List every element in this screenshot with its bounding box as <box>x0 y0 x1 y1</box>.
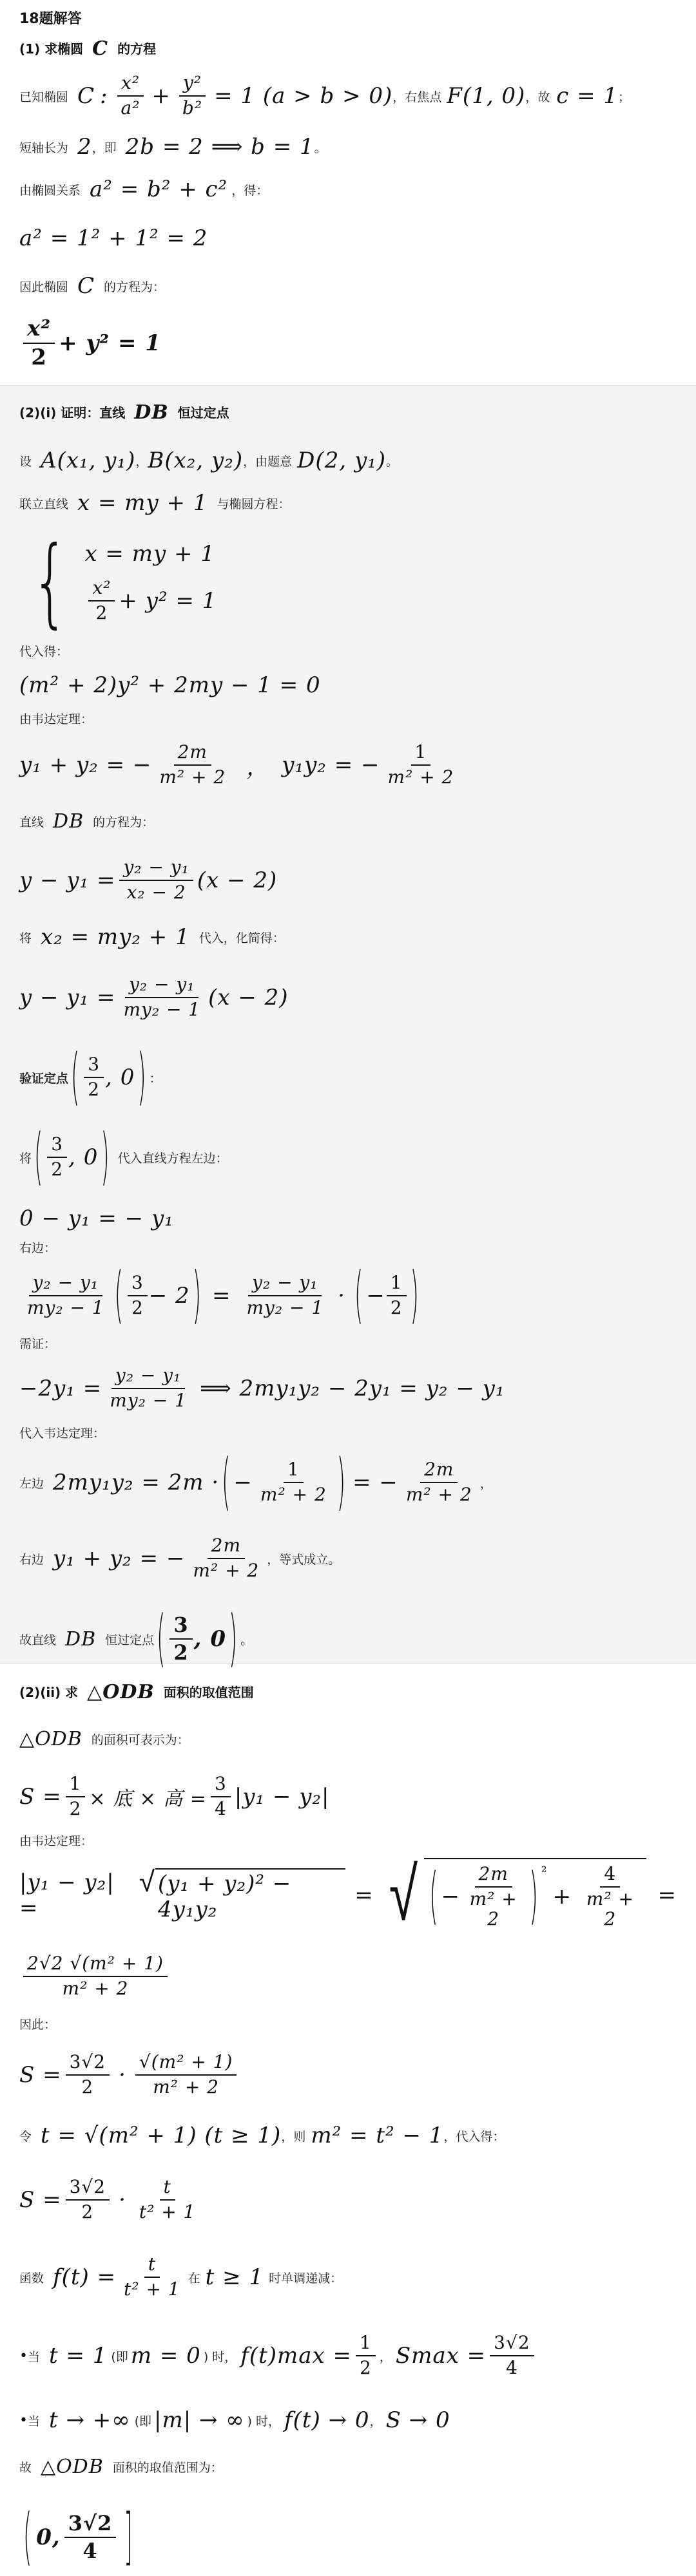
right-vieta-eq: y₁ + y₂ = − <box>53 1546 186 1571</box>
part2-conclusion-end: 。 <box>240 1633 253 1647</box>
bullet-limit-f: f(t) → 0 <box>284 2407 370 2433</box>
part3-conclusion-text: 故 <box>19 2460 32 2475</box>
rhs-minus2: − 2 <box>148 1283 190 1309</box>
left-vieta-end: ， <box>479 1476 492 1491</box>
rhs-eq: = <box>211 1283 231 1309</box>
bullet-max-text-c: ) 时， <box>203 2349 237 2364</box>
bullet-max-t: t = 1 <box>49 2343 108 2369</box>
part2-s8-text: 将 <box>19 1151 32 1166</box>
diff-result <box>19 1946 677 2007</box>
point-B: B(x₂, y₂) <box>148 448 244 473</box>
part2-s7: 验证定点 ( $\frac{3}{2}$ , 0 ) ： <box>19 1041 162 1113</box>
part1-line2 <box>19 128 677 166</box>
line-DB-slope: $\frac{\text{y₂ − y₁}}{\text{x₂ − 2}}$ <box>119 858 193 903</box>
part1-l1-text-b: ，右焦点 <box>392 90 442 104</box>
S-t-lhs: S = <box>19 2187 62 2213</box>
left-side-line <box>19 1202 677 1235</box>
part3-conclusion-text-b: 面积的取值范围为： <box>112 2460 223 2475</box>
part2-heading-DB: DB <box>134 401 169 424</box>
point-A: A(x₁, y₁) <box>41 448 136 473</box>
part2-s5-text-b: 的方程为： <box>93 815 155 829</box>
diff-sqrt: √ (y₁ + y₂)² − 4y₁y₂ <box>139 1868 345 1922</box>
part1-heading <box>19 36 677 62</box>
need-prove-fraction: $\frac{\text{y₂ − y₁}}{\text{my₂ − 1}}$ <box>110 1365 187 1411</box>
part2-s5-DB: DB <box>53 810 84 833</box>
part2-s6 <box>19 922 677 952</box>
S-formula-fraction: $\frac{\text{√(m² + 1)}}{\text{m² + 2}}$ <box>135 2052 237 2098</box>
part2-s7-colon: ： <box>149 1071 162 1086</box>
part1-result <box>19 314 677 372</box>
part2-s6-text-b: 代入，化简得： <box>198 931 285 945</box>
part1-line5 <box>19 268 677 304</box>
part1-l1-text-d: ； <box>618 90 631 104</box>
part2-s10-text: 需证： <box>19 1337 57 1351</box>
rhs-three-half: $\frac{3}{2}$ <box>128 1273 148 1318</box>
part1-heading-text: (1) 求椭圆 <box>19 41 84 57</box>
substitution-m: m² = t² − 1 <box>311 2123 444 2148</box>
diff-eq: = <box>354 1882 374 1908</box>
part1-l2-text-b: ，即 <box>92 140 117 155</box>
area-formula <box>19 1766 677 1828</box>
final-open-paren: ( <box>23 2501 33 2573</box>
bullet-limit-S: S → 0 <box>385 2407 450 2433</box>
substitution-t: t = √(m² + 1) (t ≥ 1) <box>41 2123 282 2148</box>
part3-t1-text: 的面积可表示为： <box>91 1732 189 1747</box>
part1-l4-eq: a² = 1² + 1² = 2 <box>19 225 208 251</box>
x2-substitution: x₂ = my₂ + 1 <box>41 924 190 950</box>
bullet-max-sep: ， <box>379 2349 392 2364</box>
part3-t1-triangle: △ODB <box>19 1727 82 1750</box>
part1-l1-text-c: ，故 <box>525 90 550 104</box>
part2-conclusion: 故直线 DB 恒过定点 ( $\frac{3}{2}$ , 0 ) 。 <box>19 1603 253 1675</box>
part3-heading <box>19 1664 677 1710</box>
substitution-text-c: ，代入得： <box>443 2129 505 2144</box>
S-formula-coef: $\frac{3√2}{2}$ <box>66 2052 110 2098</box>
substitution-text-b: ，则 <box>281 2129 306 2144</box>
rhs-dot: · <box>338 1283 345 1309</box>
part3-t3-text: 由韦达定理： <box>19 1834 93 1848</box>
bullet-limit-t: t → +∞ <box>49 2407 131 2433</box>
part2-s11-text: 代入韦达定理： <box>19 1426 106 1441</box>
bullet-icon: • <box>19 2412 28 2429</box>
bullet-limit-text-c: ) 时， <box>247 2414 281 2429</box>
bullet-limit <box>19 2401 677 2439</box>
area-three-quarter: $\frac{3}{4}$ <box>211 1774 231 1819</box>
final-range <box>19 2499 677 2576</box>
part1-l1-colon: : <box>100 83 108 109</box>
bullet-max-text-b: (即 <box>111 2349 128 2364</box>
function-cond: t ≥ 1 <box>205 2264 264 2290</box>
part1-heading-text-b: 的方程 <box>117 41 157 57</box>
part2-s2-text: 联立直线 <box>19 497 69 511</box>
bullet-max-S: Smax = <box>395 2343 487 2369</box>
final-upper-fraction: $\frac{3√2}{4}$ <box>64 2512 117 2562</box>
rhs-neg-half: $\frac{1}{2}$ <box>387 1273 407 1318</box>
part1-l2-n: 2 <box>77 134 92 160</box>
function-text-c: 时单调递减： <box>269 2271 343 2286</box>
vieta-product-fraction: $\frac{1}{\text{m² + 2}}$ <box>387 741 454 788</box>
part2-s4-text: 由韦达定理： <box>19 712 93 726</box>
part2-s2 <box>19 485 677 521</box>
bullet-max-m: m = 0 <box>130 2343 201 2369</box>
right-vieta-label: 右边 <box>19 1552 44 1567</box>
diff-big-sqrt: √ ( − $\frac{2m}{\text{m² + 2}}$ ) ² + $\frac{4}{\text{m² + 2}}$ <box>383 1858 646 1933</box>
fixed-point-y: , 0 <box>105 1065 135 1090</box>
part2-conclusion-DB: DB <box>65 1627 97 1651</box>
part2-s1-text: 设 <box>19 454 32 469</box>
part2-s1-text-c: 。 <box>386 454 399 469</box>
point-D: D(2, y₁) <box>297 448 387 473</box>
part2-s6-text: 将 <box>19 931 32 945</box>
rhs-fraction-b: $\frac{\text{y₂ − y₁}}{\text{my₂ − 1}}$ <box>246 1272 324 1318</box>
part1-l3-text: 由椭圆关系 <box>19 183 81 198</box>
page-title: 18题解答 <box>19 11 82 27</box>
final-zero: 0, <box>36 2524 61 2550</box>
part1-l1-text: 已知椭圆 <box>19 90 69 104</box>
part1-l5-C: C <box>77 273 95 299</box>
need-prove-lhs: −2y₁ = <box>19 1376 102 1401</box>
part2-heading-text-b: 恒过定点 <box>177 405 229 421</box>
ellipse-y-fraction: $\frac{\text{y²}}{\text{b²}}$ <box>179 73 206 118</box>
part3-heading-text-b: 面积的取值范围 <box>163 1685 254 1700</box>
part1-line4 <box>19 220 677 256</box>
part1-l5-text-b: 的方程为： <box>104 279 166 294</box>
left-vieta-eq: 2my₁y₂ = 2m · <box>53 1470 220 1495</box>
S-formula <box>19 2043 677 2107</box>
part2-s1 <box>19 441 677 480</box>
right-side-line: $\frac{\text{y₂ − y₁}}{\text{my₂ − 1}}$ ( $\frac{3}{2}$ − 2 ) = $\frac{\text{y₂ − y₁}}{\text{my₂ − 1}}$ · ( − $\frac{1}{2}$ ) <box>19 1262 677 1329</box>
diff-line <box>19 1852 677 1938</box>
part1-l3-text-b: ，得： <box>231 183 269 198</box>
part2-s9-text: 右边： <box>19 1241 57 1255</box>
S-t-formula <box>19 2168 677 2232</box>
line-DB-lhs: y − y₁ = <box>19 867 116 893</box>
part1-l2-text: 短轴长为 <box>19 140 69 155</box>
part2-s8: 将 ( $\frac{3}{2}$ , 0 ) 代入直线方程左边： <box>19 1121 228 1193</box>
line-DB-equation <box>19 849 677 911</box>
part2-heading <box>19 386 677 431</box>
function-text: 函数 <box>19 2271 44 2286</box>
brace-icon: { <box>32 526 69 638</box>
left-vieta-eq2: = − <box>353 1470 398 1495</box>
part1-line1: 已知椭圆 C : $\frac{\text{x²}}{\text{a²}}$ + $\frac{\text{y²}}{\text{b²}}$ = 1 (a > b > 0) ，右焦点 F(1, 0) ，故 c = 1 ； <box>19 72 631 118</box>
part2-s5 <box>19 806 677 837</box>
system-row1: x = my + 1 <box>84 541 215 567</box>
area-S: S = <box>19 1784 62 1810</box>
line-equation: x = my + 1 <box>77 490 208 516</box>
focus-point: F(1, 0) <box>447 83 526 109</box>
vieta-line <box>19 736 677 794</box>
bullet-limit-sep: ， <box>369 2414 382 2429</box>
part1-l1-C: C <box>77 83 95 109</box>
part2-s5-text: 直线 <box>19 815 44 829</box>
part3-conclusion <box>19 2450 677 2483</box>
S-t-dot: · <box>119 2187 126 2213</box>
vieta-sum-fraction: $\frac{2m}{\text{m² + 2}}$ <box>159 741 226 788</box>
need-prove-line <box>19 1358 677 1419</box>
vieta-product-lhs: y₁y₂ = − <box>282 752 380 778</box>
diff-lhs: |y₁ − y₂| = <box>19 1870 115 1921</box>
bullet-limit-text-b: (即 <box>134 2414 151 2429</box>
need-prove-rhs: ⟹ 2my₁y₂ − 2y₁ = y₂ − y₁ <box>199 1376 505 1401</box>
line-DB-tail: (x − 2) <box>197 867 278 893</box>
vieta-sep: ， <box>246 754 269 781</box>
fixed-point-result-fraction: $\frac{3}{2}$ <box>169 1614 192 1664</box>
quadratic-equation: (m² + 2)y² + 2my − 1 = 0 <box>19 672 321 698</box>
diff-end-eq: = <box>657 1882 677 1908</box>
function-text-b: 在 <box>188 2271 200 2286</box>
part1-l2-text-c: 。 <box>314 140 327 155</box>
function-lhs: f(t) = <box>53 2264 117 2290</box>
substitution-line <box>19 2117 677 2154</box>
result-fraction: $\frac{\text{x²}}{2}$ <box>23 317 55 370</box>
part2-s3-line <box>19 667 677 703</box>
bullet-max <box>19 2325 677 2387</box>
left-vieta-line: 左边 2my₁y₂ = 2m · ( − $\frac{1}{\text{m² + 2}}$ ) = − $\frac{2m}{\text{m² + 2}}$ ， <box>19 1446 492 1519</box>
function-line <box>19 2246 677 2308</box>
line-DB-simplified <box>19 967 677 1028</box>
right-vieta-fraction: $\frac{2m}{\text{m² + 2}}$ <box>193 1535 260 1581</box>
part1-l3-eq: a² = b² + c² <box>90 176 228 202</box>
c-value: c = 1 <box>556 83 619 109</box>
ellipse-x-fraction: $\frac{\text{x²}}{\text{a²}}$ <box>117 73 144 118</box>
bullet-limit-m: |m| → ∞ <box>154 2407 245 2433</box>
rhs-fraction-a: $\frac{\text{y₂ − y₁}}{\text{my₂ − 1}}$ <box>27 1272 104 1318</box>
bullet-max-f: f(t)max = <box>240 2343 353 2369</box>
line-DB-simplified-slope: $\frac{\text{y₂ − y₁}}{\text{my₂ − 1}}$ <box>123 974 201 1020</box>
S-formula-lhs: S = <box>19 2062 62 2088</box>
part2-s3-text: 代入得： <box>19 645 69 659</box>
line-DB-simplified-tail: (x − 2) <box>208 985 289 1010</box>
fixed-point-x-fraction: $\frac{3}{2}$ <box>84 1055 104 1100</box>
part1-l5-text: 因此椭圆 <box>19 279 69 294</box>
part1-line3 <box>19 170 677 209</box>
part2-s1-text-b: ，由题意 <box>243 454 293 469</box>
part2-s1-sep: ， <box>135 454 148 469</box>
part2-s8-fraction: $\frac{3}{2}$ <box>47 1135 67 1180</box>
bullet-icon: • <box>19 2347 28 2364</box>
line-DB-simplified-lhs: y − y₁ = <box>19 985 116 1010</box>
S-formula-dot: · <box>119 2062 126 2088</box>
part2-conclusion-text-b: 恒过定点 <box>105 1633 155 1647</box>
bullet-max-S-value: $\frac{3√2}{4}$ <box>490 2333 534 2378</box>
S-t-fraction: $\frac{t}{\text{t² + 1}}$ <box>139 2176 196 2222</box>
equation-system <box>19 527 677 637</box>
left-vieta-neg: − <box>233 1470 253 1495</box>
part1-section <box>0 0 696 385</box>
part3-t1 <box>19 1722 677 1756</box>
substitution-text: 令 <box>19 2129 32 2144</box>
bullet-max-half: $\frac{1}{2}$ <box>356 2333 376 2378</box>
bullet-max-text: 当 <box>27 2349 40 2364</box>
right-vieta-text: ，等式成立。 <box>267 1552 341 1567</box>
part2-section <box>0 385 696 1675</box>
area-half: $\frac{1}{2}$ <box>66 1774 86 1819</box>
system-row2-fraction: $\frac{\text{x²}}{2}$ <box>88 578 115 623</box>
part1-heading-var: C <box>92 37 109 60</box>
part2-s8-zero: , 0 <box>68 1144 99 1170</box>
function-fraction: $\frac{t}{\text{t² + 1}}$ <box>124 2253 180 2300</box>
system-row2-tail: + y² = 1 <box>119 588 217 614</box>
part2-heading-text: (2)(i) 证明：直线 <box>19 405 126 421</box>
left-vieta-result: $\frac{2m}{\text{m² + 2}}$ <box>405 1459 472 1505</box>
left-vieta-fraction: $\frac{1}{\text{m² + 2}}$ <box>260 1459 327 1505</box>
part1-l1-eq: = 1 (a > b > 0) <box>214 83 393 109</box>
part3-t6-text: 因此： <box>19 2018 57 2032</box>
part3-conclusion-triangle: △ODB <box>41 2455 104 2478</box>
area-abs: |y₁ − y₂| <box>234 1784 330 1810</box>
right-vieta-line <box>19 1528 677 1589</box>
S-t-coef: $\frac{3√2}{2}$ <box>66 2177 110 2222</box>
area-base-height: × 底 × 高 = <box>89 1788 207 1810</box>
part2-s2-text-b: 与椭圆方程： <box>217 497 291 511</box>
part2-s7-text: 验证定点 <box>19 1071 69 1086</box>
part2-s8-text-b: 代入直线方程左边： <box>117 1151 228 1166</box>
part3-heading-text: (2)(ii) 求 <box>19 1685 79 1700</box>
part1-l2-eq: 2b = 2 ⟹ b = 1 <box>125 134 314 160</box>
vieta-sum-lhs: y₁ + y₂ = − <box>19 752 152 778</box>
fixed-point-result-y: , 0 <box>193 1626 227 1652</box>
part2-conclusion-text: 故直线 <box>19 1633 57 1647</box>
left-vieta-label: 左边 <box>19 1476 44 1491</box>
system-row2 <box>84 578 217 623</box>
part3-section <box>0 1663 696 2573</box>
final-close-bracket: ] <box>124 2501 133 2573</box>
bullet-limit-text: 当 <box>27 2414 40 2429</box>
left-side-eq: 0 − y₁ = − y₁ <box>19 1206 174 1231</box>
diff-result-fraction: $\frac{\text{2√2 √(m² + 1)}}{\text{m² + 2}}$ <box>23 1954 168 1999</box>
part1-result-eq: + y² = 1 <box>59 330 161 356</box>
part3-heading-triangle: △ODB <box>87 1681 155 1703</box>
